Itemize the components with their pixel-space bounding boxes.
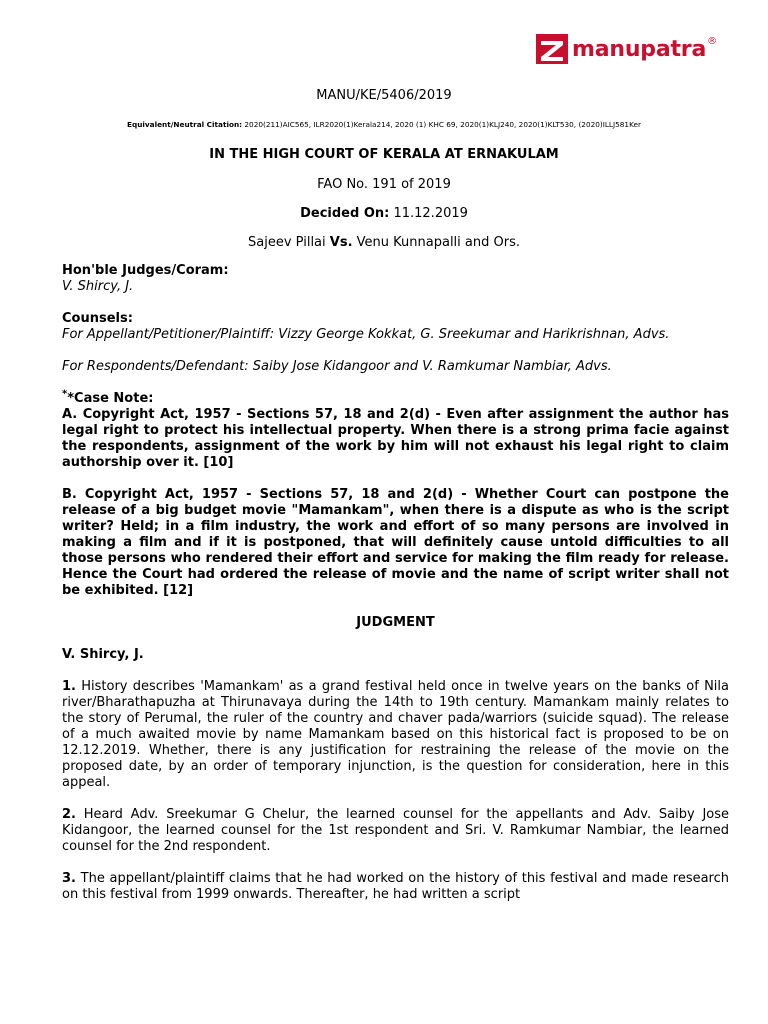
equivalent-citation-label: Equivalent/Neutral Citation: [127,120,243,129]
document-body [62,263,729,903]
parties [0,235,768,250]
equivalent-citation-value: 2020(211)AIC565, ILR2020(1)Kerala214, 2020 (1) KHC 69, 2020(1)KLJ240, 2020(1)KLT530, (2020)ILLJ581Ker [244,120,641,129]
logo-text: manupatra [572,36,707,62]
paragraph-text: The appellant/plaintiff claims that he had worked on the history of this festival and made research on this festival from 1999 onwards. Thereafter, he had written a script [62,871,729,902]
case-note-title: *Case Note: [67,391,154,406]
paragraph-text: Heard Adv. Sreekumar G Chelur, the learned counsel for the appellants and Adv. Saiby Jose Kidangoor, the learned counsel for the 1st respondent and Sri. V. Ramkumar Nambiar, the learned counsel for the 2nd respondent. [62,807,729,854]
case-number: FAO No. 191 of 2019 [317,177,451,192]
decided-date: 11.12.2019 [393,206,468,221]
counsel-appellant: For Appellant/Petitioner/Plaintiff: Vizzy George Kokkat, G. Sreekumar and Harikrishnan, Advs. [62,327,670,342]
paragraph-number: 1. [62,679,76,694]
manupatra-logo [536,34,717,64]
counsel-respondent: For Respondents/Defendant: Saiby Jose Kidangoor and V. Ramkumar Nambiar, Advs. [62,359,612,374]
judges-heading: Hon'ble Judges/Coram: [62,263,229,278]
citation-number: MANU/KE/5406/2019 [316,88,452,103]
case-note-heading [62,388,729,407]
manupatra-mark-icon [536,34,568,64]
court-name: IN THE HIGH COURT OF KERALA AT ERNAKULAM [209,147,559,162]
judgment-author: V. Shircy, J. [62,647,144,662]
party-appellant: Sajeev Pillai [248,235,326,250]
case-note-a: A. Copyright Act, 1957 - Sections 57, 18 and 2(d) - Even after assignment the author has legal right to protect his intellectual property. When there is a strong prima facie against the respondents, assignment of the work by him will not exhaust his legal right to claim authorship over it. [10] [62,407,729,470]
footnote-star: * [62,388,68,400]
paragraph-number: 3. [62,871,76,886]
judges-name: V. Shircy, J. [62,279,134,294]
judgment-heading: JUDGMENT [356,615,435,630]
paragraph-2 [62,807,729,855]
decided-on [0,206,768,221]
versus: Vs. [329,235,353,250]
paragraph-number: 2. [62,807,76,822]
party-respondent: Venu Kunnapalli and Ors. [356,235,520,250]
registered-mark: ® [707,35,718,47]
decided-label: Decided On: [300,206,390,221]
equivalent-citation [0,120,768,129]
paragraph-1 [62,679,729,791]
case-note-b: B. Copyright Act, 1957 - Sections 57, 18 and 2(d) - Whether Court can postpone the release of a big budget movie "Mamankam", when there is a dispute as who is the script writer? Held; in a film industry, the work and effort of so many persons are involved in making a film and if it is postponed, that will definitely cause untold difficulties to all those persons who rendered their effort and service for making the film ready for release. Hence the Court had ordered the release of movie and the name of script writer shall not be exhibited. [12] [62,487,729,598]
paragraph-text: History describes 'Mamankam' as a grand festival held once in twelve years on the banks of Nila river/Bharathapuzha at Thirunavaya during the 14th to 19th century. Mamankam mainly relates to the story of Perumal, the ruler of the country and chaver pada/warriors (suicide squad). The release of a much awaited movie by name Mamankam based on this historical fact is proposed to be on 12.12.2019. Whether, there is any justification for restraining the release of the movie on the proposed date, by an order of temporary injunction, is the question for consideration, here in this appeal. [62,679,729,790]
counsels-heading: Counsels: [62,311,133,326]
paragraph-3 [62,871,729,903]
